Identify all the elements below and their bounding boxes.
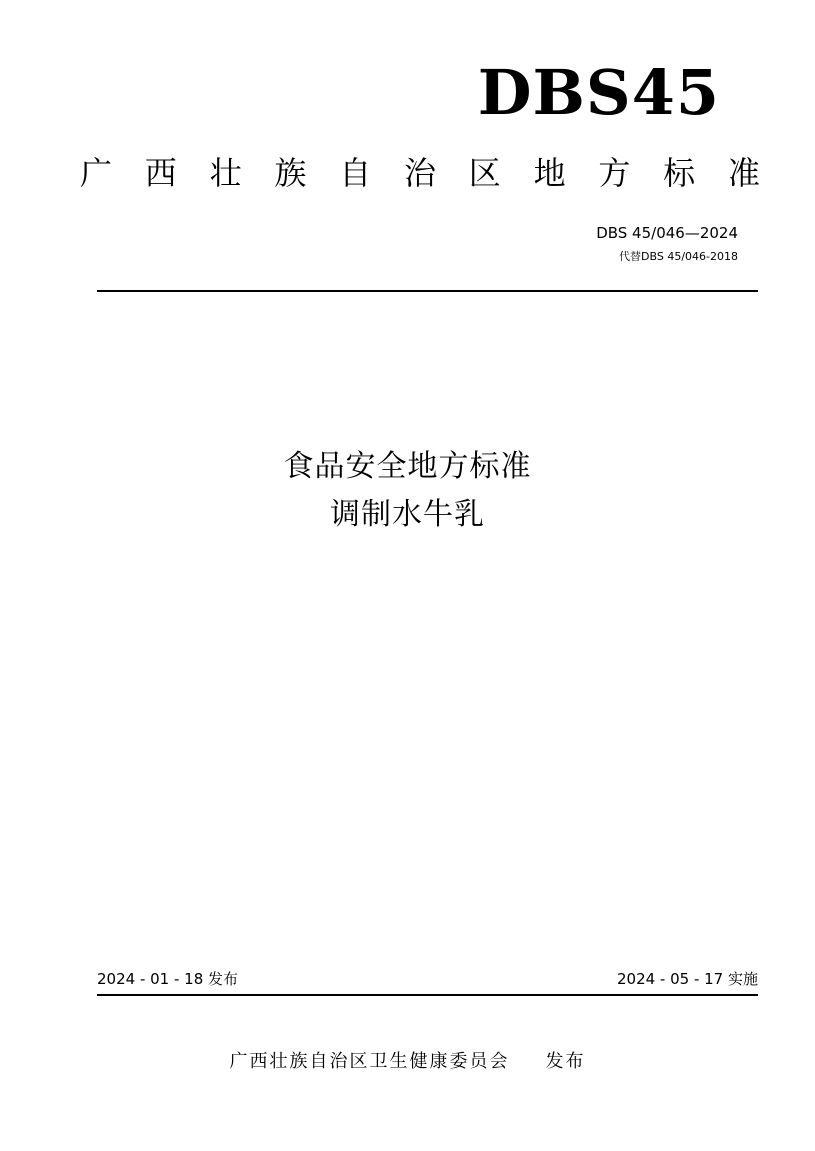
category-char: 区	[468, 154, 501, 192]
standard-code-logo: DBS45	[477, 56, 720, 129]
document-title: 食品安全地方标准	[283, 449, 532, 484]
category-char: 治	[403, 154, 436, 192]
date-row	[97, 972, 758, 987]
standard-number: DBS 45/046—2024	[596, 224, 738, 242]
issuer-name: 广西壮族自治区卫生健康委员会	[229, 1051, 510, 1072]
category-char: 方	[598, 154, 631, 192]
category-char: 壮	[209, 154, 242, 192]
category-char: 准	[727, 154, 760, 192]
issuer-action: 发布	[545, 1051, 586, 1072]
replaced-standard-number: 代替DBS 45/046-2018	[619, 250, 738, 263]
category-char: 地	[533, 154, 566, 192]
category-char: 族	[274, 154, 307, 192]
implementation-date: 2024 - 05 - 17 实施	[616, 970, 758, 988]
category-char: 自	[339, 154, 372, 192]
category-char: 广	[80, 154, 113, 192]
category-char: 西	[144, 154, 177, 192]
standard-category	[80, 154, 760, 192]
category-char: 标	[663, 154, 696, 192]
header-divider	[97, 290, 758, 292]
issuer-line	[0, 1053, 815, 1071]
release-date: 2024 - 01 - 18 发布	[97, 970, 239, 988]
document-subtitle: 调制水牛乳	[330, 497, 485, 532]
footer-divider	[97, 994, 758, 996]
